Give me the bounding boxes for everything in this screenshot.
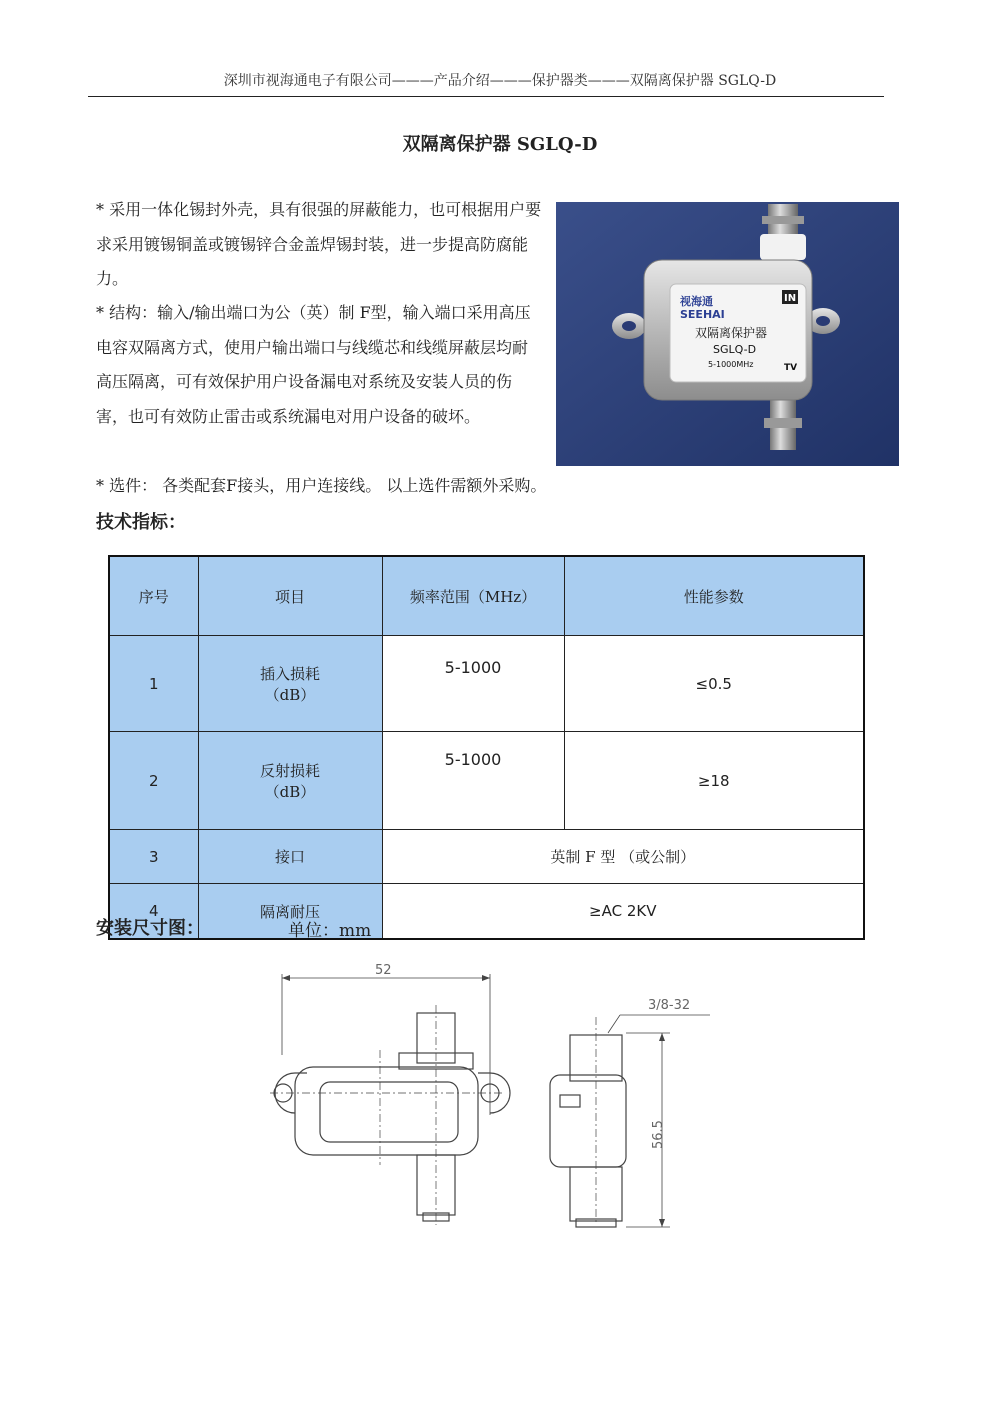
photo-freq: 5-1000MHz (708, 360, 754, 369)
product-photo (556, 202, 899, 466)
options-paragraph: * 选件： 各类配套F接头，用户连接线。 以上选件需额外采购。 (96, 476, 547, 495)
dimension-drawing (270, 955, 730, 1285)
photo-brand-en: SEEHAI (680, 308, 725, 321)
cell-no: 4 (109, 884, 198, 940)
cell-item-unit: （dB） (264, 782, 316, 801)
header-cell-no: 序号 (109, 556, 198, 636)
header-rule (88, 96, 884, 97)
width-dimension-label: 52 (375, 963, 392, 978)
cell-item (198, 732, 382, 830)
height-dimension-label: 56.5 (651, 1120, 666, 1149)
header-cell-item: 项目 (198, 556, 382, 636)
front-view (270, 955, 510, 1225)
dimension-heading: 安装尺寸图： (96, 918, 204, 939)
table-header-row (109, 556, 864, 636)
page-header: 深圳市视海通电子有限公司———产品介绍———保护器类———双隔离保护器 SGLQ-D (223, 73, 777, 89)
cell-no: 2 (109, 732, 198, 830)
table-row (109, 830, 864, 884)
table-row (109, 636, 864, 732)
photo-product-cn: 双隔离保护器 (695, 326, 768, 340)
photo-port-in: IN (784, 293, 797, 304)
feature-paragraph-1: * 采用一体化锡封外壳，具有很强的屏蔽能力，也可根据用户要求采用镀锡铜盖或镀锡锌合金盖焊锡封装，进一步提高防腐能力。 (96, 200, 542, 288)
cell-freq: 5-1000 (382, 732, 564, 830)
side-view (550, 998, 710, 1227)
cell-item-unit: （dB） (264, 685, 316, 704)
spec-table (108, 555, 865, 940)
cell-item (198, 636, 382, 732)
cell-item: 接口 (198, 830, 382, 884)
page-title: 双隔离保护器 SGLQ-D (402, 134, 598, 155)
cell-item-name: 插入损耗 (259, 664, 320, 683)
dimension-unit: 单位：mm (288, 921, 372, 941)
photo-brand-cn: 视海通 (680, 295, 713, 308)
feature-paragraph-2: * 结构：输入/输出端口为公（英）制 F型，输入端口采用高压电容双隔离方式，使用户输出端口与线缆芯和线缆屏蔽层均耐高压隔离，可有效保护用户设备漏电对系统及安装人员的伤害，也可有效防止雷击或系统漏电对用户设备的破坏。 (96, 303, 531, 426)
photo-model: SGLQ-D (713, 343, 757, 356)
cell-value: ≥18 (564, 732, 864, 830)
photo-port-out: TV (784, 363, 798, 373)
cell-merged-value: ≥AC 2KV (382, 884, 864, 940)
cell-value: ≤0.5 (564, 636, 864, 732)
table-row (109, 732, 864, 830)
spec-heading: 技术指标： (96, 512, 186, 533)
header-cell-freq: 频率范围（MHz） (382, 556, 564, 636)
cell-no: 1 (109, 636, 198, 732)
cell-item: 隔离耐压 (198, 884, 382, 940)
table-row (109, 884, 864, 940)
cell-no: 3 (109, 830, 198, 884)
cell-merged-value: 英制 F 型 （或公制） (382, 830, 864, 884)
cell-freq: 5-1000 (382, 636, 564, 732)
thread-spec-label: 3/8-32 (648, 998, 691, 1013)
header-cell-value: 性能参数 (564, 556, 864, 636)
cell-item-name: 反射损耗 (259, 761, 320, 780)
